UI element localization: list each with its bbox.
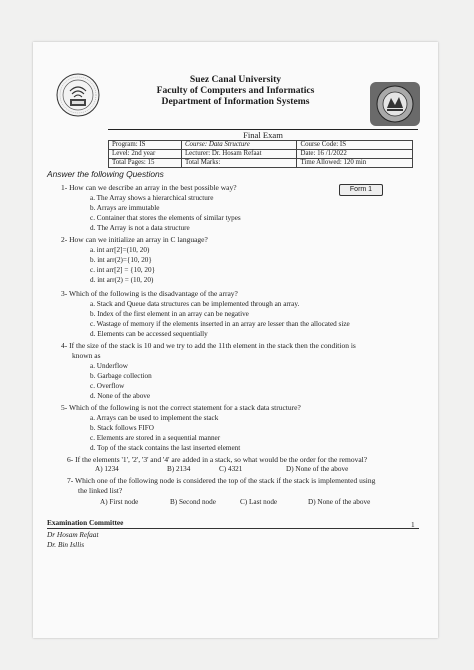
question-3-option-d: d. Elements can be accessed sequentially [90, 330, 208, 338]
page-number: 1 [411, 520, 415, 529]
question-1-option-d: d. The Array is not a data structure [90, 224, 190, 232]
question-4-continued: known as [72, 351, 101, 360]
question-1-option-a: a. The Array shows a hierarchical structure [90, 194, 214, 202]
question-4-option-a: a. Underflow [90, 362, 128, 370]
instructions: Answer the following Questions [47, 169, 164, 179]
question-6-option-c: C) 4321 [219, 465, 243, 473]
level-cell: Level: 2nd year [109, 150, 182, 159]
committee-member-1: Dr Hosam Refaat [47, 530, 99, 539]
time-allowed-cell: Time Allowed: 120 min [297, 159, 413, 168]
department-name: Department of Information Systems [161, 96, 310, 107]
question-2-option-c: c. int arr[2] = {10, 20} [90, 266, 156, 274]
question-3-option-c: c. Wastage of memory if the elements inserted in an array are lesser than the allocated size [90, 320, 350, 328]
program-cell: Program: IS [109, 141, 182, 150]
question-6: 6- If the elements '1', '2', '3' and '4' are added in a stack, so what would be the order for the removal? [67, 455, 368, 464]
question-5-option-d: d. Top of the stack contains the last inserted element [90, 444, 241, 452]
total-pages-cell: Total Pages: 15 [109, 159, 182, 168]
question-7-option-c: C) Last node [240, 498, 278, 506]
question-4: 4- If the size of the stack is 10 and we try to add the 11th element in the stack then the condition is [61, 341, 356, 350]
question-2-option-a: a. int arr[2]=(10, 20) [90, 246, 150, 254]
committee-member-2: Dr. Bin Isllis [47, 540, 85, 549]
footer-rule [47, 528, 419, 529]
table-row [109, 150, 413, 159]
course-cell: Course: Data Structure [181, 141, 297, 150]
question-2-option-b: b. int arr(2)={10, 20} [90, 256, 152, 264]
question-6-option-a: A) 1234 [95, 465, 119, 473]
question-7-option-b: B) Second node [170, 498, 216, 506]
faculty-name: Faculty of Computers and Informatics [156, 85, 315, 96]
question-4-option-b: b. Garbage collection [90, 372, 152, 380]
question-6-option-b: B) 2134 [167, 465, 191, 473]
table-row [109, 141, 413, 150]
question-1: 1- How can we describe an array in the best possible way? [61, 183, 237, 192]
question-3: 3- Which of the following is the disadvantage of the array? [61, 289, 238, 298]
question-3-option-a: a. Stack and Queue data structures can be implemented through an array. [90, 300, 300, 308]
exam-sheet [33, 42, 438, 638]
university-name: Suez Canal University [189, 74, 282, 85]
question-2: 2- How can we initialize an array in C language? [61, 235, 208, 244]
course-code-cell: Course Code: IS [297, 141, 413, 150]
question-6-option-d: D) None of the above [286, 465, 349, 473]
exam-title: Final Exam [243, 130, 283, 140]
question-7-continued: the linked list? [78, 486, 123, 495]
date-cell: Date: 16 /1/2022 [297, 150, 413, 159]
committee-title: Examination Committee [47, 518, 124, 527]
question-3-option-b: b. Index of the first element in an array can be negative [90, 310, 249, 318]
question-5-option-b: b. Stack follows FIFO [90, 424, 154, 432]
form-badge: Form 1 [339, 184, 383, 196]
total-marks-cell: Total Marks: [181, 159, 297, 168]
question-7-option-a: A) First node [100, 498, 139, 506]
question-2-option-d: d. int arr(2) = (10, 20) [90, 276, 154, 284]
question-4-option-c: c. Overflow [90, 382, 125, 390]
question-7: 7- Which one of the following node is considered the top of the stack if the stack is implemented using [67, 476, 376, 485]
question-1-option-b: b. Arrays are immutable [90, 204, 160, 212]
question-5: 5- Which of the following is not the correct statement for a stack data structure? [61, 403, 301, 412]
question-7-option-d: D) None of the above [308, 498, 371, 506]
question-5-option-a: a. Arrays can be used to implement the stack [90, 414, 219, 422]
exam-info-table [108, 140, 413, 168]
question-1-option-c: c. Container that stores the elements of similar types [90, 214, 241, 222]
lecturer-cell: Lecturer: Dr. Hosam Refaat [181, 150, 297, 159]
question-4-option-d: d. None of the above [90, 392, 151, 400]
table-row [109, 159, 413, 168]
question-5-option-c: c. Elements are stored in a sequential manner [90, 434, 221, 442]
